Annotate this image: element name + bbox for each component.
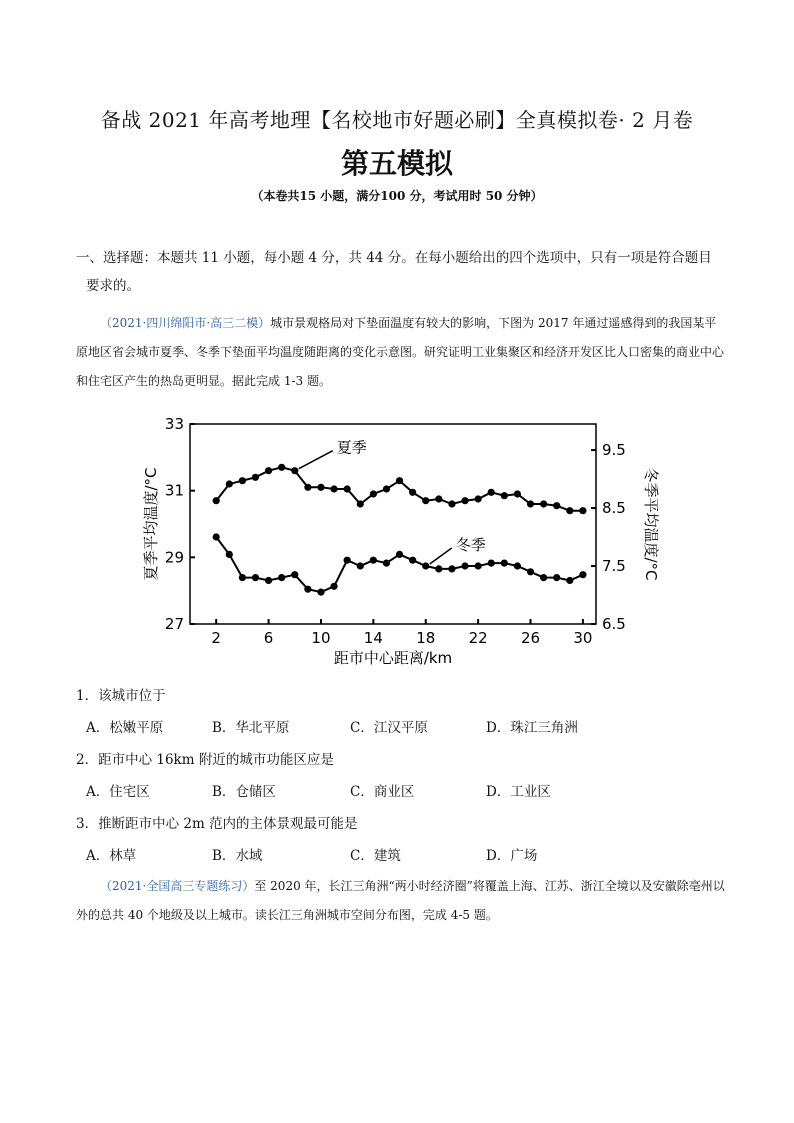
q2-option-a[interactable]: A．住宅区 — [86, 784, 150, 800]
data-point — [422, 562, 429, 569]
series-label: 夏季 — [336, 438, 367, 457]
exam-note: （本卷共15 小题，满分100 分，考试用时 50 分钟） — [251, 189, 543, 203]
data-point — [265, 467, 272, 474]
q2-option-c[interactable]: C．商业区 — [350, 784, 415, 800]
data-point — [488, 560, 495, 567]
section-line-1: 一、选择题：本题共 11 小题，每小题 4 分，共 44 分。在每小题给出的四个选项中，只有一项是符合题目 — [76, 250, 712, 266]
data-point — [422, 497, 429, 504]
data-point — [396, 551, 403, 558]
data-point — [553, 574, 560, 581]
data-point — [475, 495, 482, 502]
question-1-stem: 1．该城市位于 — [76, 688, 166, 704]
data-point — [435, 495, 442, 502]
temperature-chart — [140, 410, 660, 670]
data-point — [383, 485, 390, 492]
data-point — [461, 562, 468, 569]
data-point — [461, 497, 468, 504]
data-point — [370, 490, 377, 497]
q2-option-d[interactable]: D．工业区 — [486, 784, 551, 800]
data-point — [317, 484, 324, 491]
data-point — [488, 489, 495, 496]
page-title: 备战 2021 年高考地理【名校地市好题必刷】全真模拟卷· 2 月卷 — [100, 108, 694, 132]
data-point — [357, 500, 364, 507]
q3-option-a[interactable]: A．林草 — [86, 848, 137, 864]
data-point — [527, 500, 534, 507]
series-line-winter — [216, 537, 583, 592]
data-point — [540, 574, 547, 581]
data-point — [501, 492, 508, 499]
data-point — [239, 477, 246, 484]
right-axis-label: 冬季平均温度/°C — [642, 467, 660, 581]
question-3-stem: 3．推断距市中心 2m 范内的主体景观最可能是 — [76, 816, 358, 832]
x-axis-label: 距市中心距离/km — [333, 649, 453, 667]
data-point — [344, 557, 351, 564]
x-tick-label: 14 — [363, 629, 383, 647]
data-point — [357, 562, 364, 569]
passage-2-source: （2021·全国高三专题练习） — [100, 879, 255, 893]
q1-option-a[interactable]: A．松嫩平原 — [86, 720, 164, 736]
data-point — [448, 565, 455, 572]
data-point — [304, 586, 311, 593]
data-point — [396, 477, 403, 484]
passage-2-text: 至 2020 年，长江三角洲“两小时经济圈”将覆盖上海、江苏、浙江全境以及安徽除亳州以外的总共 40 个地级及以上城市。读长江三角洲城市空间分布图，完成 4-5 题。 — [76, 879, 725, 922]
q3-option-d[interactable]: D．广场 — [486, 848, 538, 864]
data-point — [579, 571, 586, 578]
data-point — [370, 557, 377, 564]
left-tick-label: 31 — [164, 481, 184, 500]
x-tick-label: 26 — [520, 629, 541, 647]
right-tick-label: 9.5 — [602, 441, 626, 460]
left-tick-label: 33 — [164, 415, 184, 433]
data-point — [501, 560, 508, 567]
q1-option-d[interactable]: D．珠江三角洲 — [486, 720, 578, 736]
q3-option-b[interactable]: B．水域 — [212, 848, 263, 864]
data-point — [383, 560, 390, 567]
question-2-stem: 2．距市中心 16km 附近的城市功能区应是 — [76, 752, 334, 768]
data-point — [344, 485, 351, 492]
section-line-2: 要求的。 — [86, 278, 140, 294]
data-point — [330, 485, 337, 492]
data-point — [291, 571, 298, 578]
data-point — [514, 490, 521, 497]
q1-option-b[interactable]: B．华北平原 — [212, 720, 290, 736]
q1-option-c[interactable]: C．江汉平原 — [350, 720, 428, 736]
left-axis-label: 夏季平均温度/°C — [142, 467, 160, 581]
data-point — [448, 500, 455, 507]
data-point — [409, 557, 416, 564]
x-tick-label: 30 — [573, 629, 593, 647]
x-tick-label: 22 — [468, 629, 488, 647]
data-point — [566, 577, 573, 584]
series-label-leader — [430, 548, 452, 564]
data-point — [252, 474, 259, 481]
data-point — [527, 568, 534, 575]
data-point — [278, 464, 285, 471]
data-point — [409, 489, 416, 496]
data-point — [475, 562, 482, 569]
data-point — [514, 562, 521, 569]
right-tick-label: 6.5 — [602, 615, 626, 633]
data-point — [566, 507, 573, 514]
left-tick-label: 29 — [164, 548, 184, 567]
right-tick-label: 7.5 — [602, 557, 626, 576]
right-tick-label: 8.5 — [602, 499, 626, 518]
x-tick-label: 10 — [311, 629, 331, 647]
data-point — [252, 574, 259, 581]
data-point — [330, 583, 337, 590]
data-point — [239, 574, 246, 581]
data-point — [291, 467, 298, 474]
data-point — [278, 574, 285, 581]
data-point — [317, 589, 324, 596]
data-point — [304, 484, 311, 491]
x-tick-label: 18 — [416, 629, 436, 647]
passage-1-source: （2021·四川绵阳市·高三二模） — [100, 316, 271, 330]
data-point — [540, 500, 547, 507]
data-point — [213, 497, 220, 504]
data-point — [265, 577, 272, 584]
left-tick-label: 27 — [164, 615, 184, 633]
data-point — [553, 502, 560, 509]
x-tick-label: 2 — [211, 629, 221, 647]
q3-option-c[interactable]: C．建筑 — [350, 848, 401, 864]
page-subtitle: 第五模拟 — [340, 147, 453, 180]
chart-frame — [190, 424, 596, 624]
data-point — [226, 480, 233, 487]
passage-2 — [76, 872, 726, 930]
data-point — [579, 507, 586, 514]
passage-1-text: 城市景观格局对下垫面温度有较大的影响，下图为 2017 年通过遥感得到的我国某平原地区省会城市夏季、冬季下垫面平均温度随距离的变化示意图。研究证明工业集聚区和经济开发区比人口密集的商业中心和住宅区产生的热岛更明显。据此完成 1-3 题。 — [76, 316, 725, 388]
data-point — [435, 565, 442, 572]
passage-1 — [76, 309, 726, 396]
data-point — [226, 551, 233, 558]
x-tick-label: 6 — [263, 629, 274, 647]
series-label: 冬季 — [455, 536, 486, 555]
section-heading — [76, 244, 726, 300]
data-point — [213, 533, 220, 540]
series-label-leader — [299, 451, 333, 469]
q2-option-b[interactable]: B．仓储区 — [212, 784, 276, 800]
